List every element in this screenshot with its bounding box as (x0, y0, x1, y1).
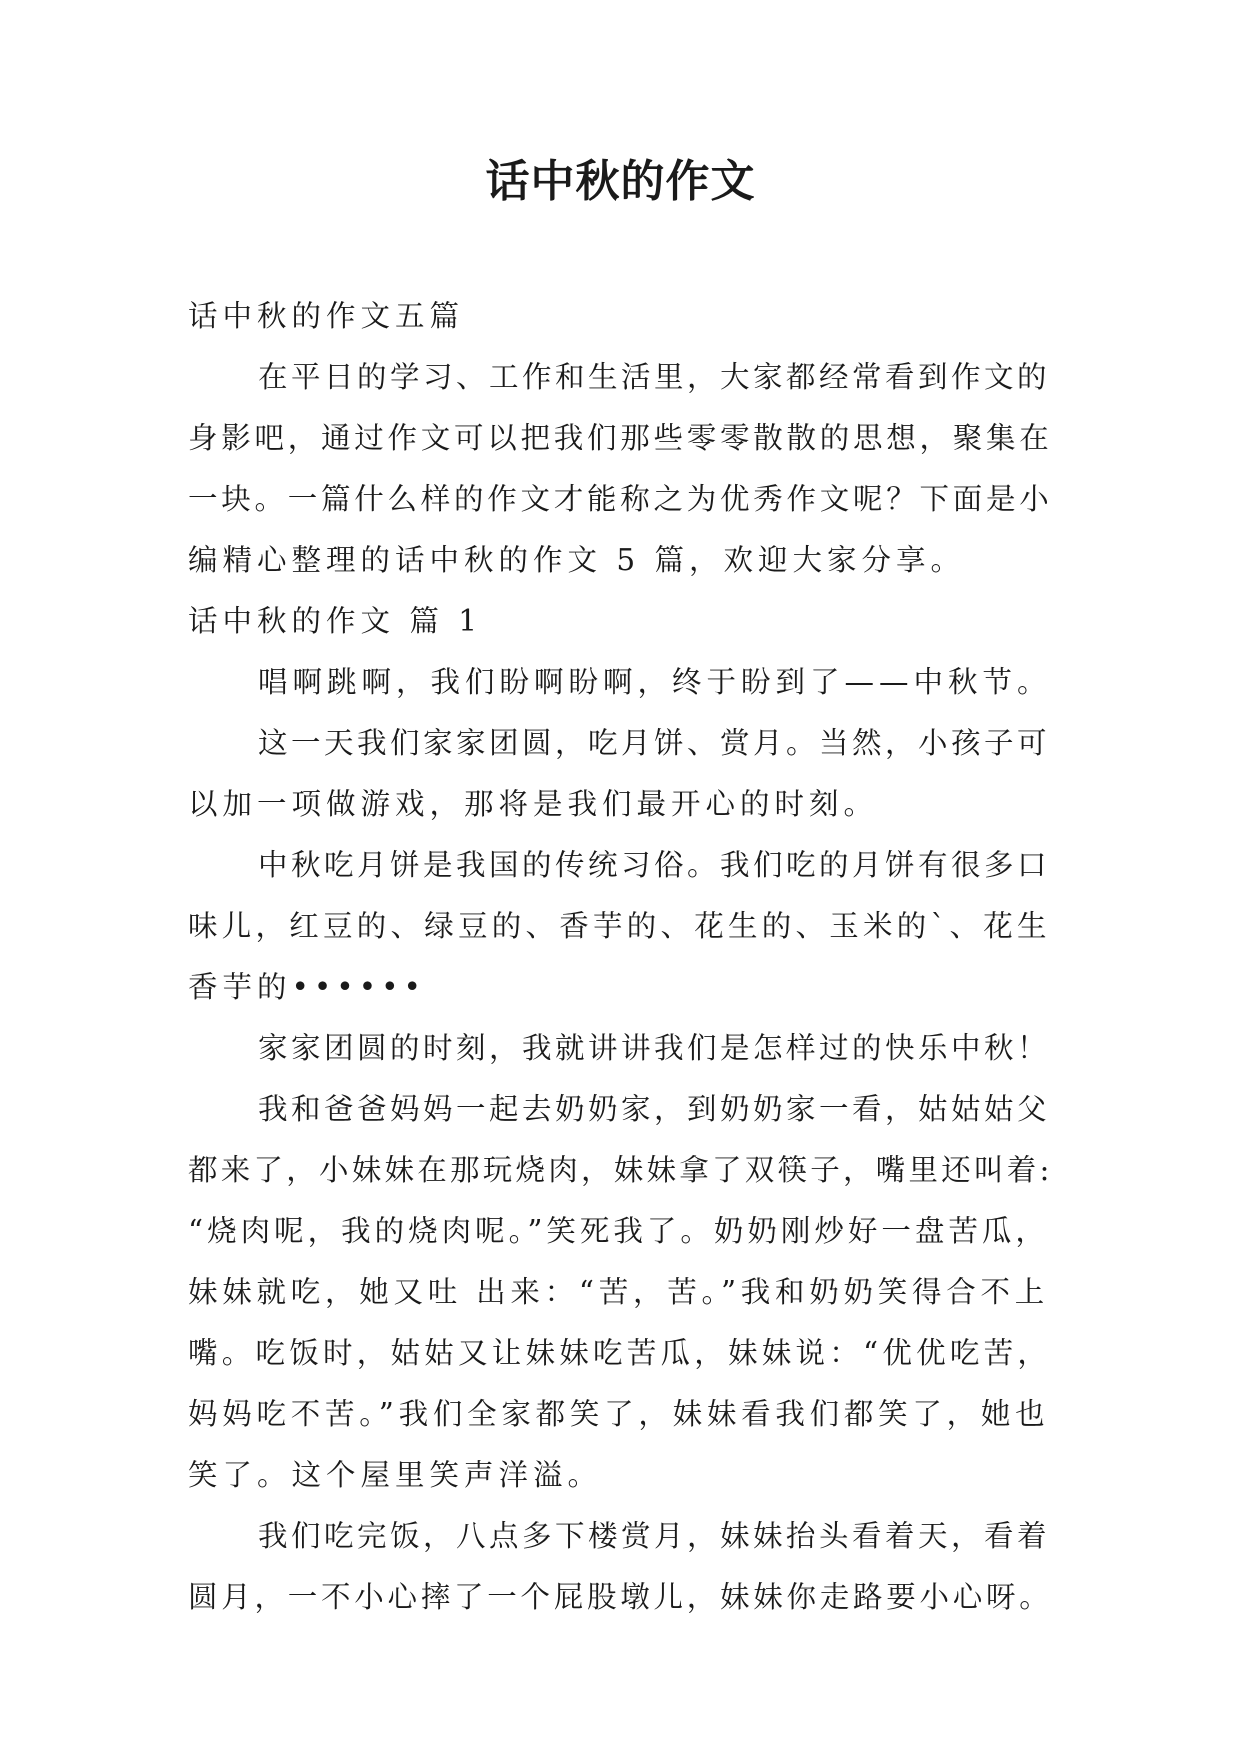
text-line: 香芋的•••••• (188, 970, 426, 1004)
text-line: 妹妹就吃，她又吐 出来：“苦，苦。”我和奶奶笑得合不上 (188, 1275, 1050, 1309)
text-line: 话中秋的作文 篇 1 (188, 604, 483, 638)
text-line: 身影吧，通过作文可以把我们那些零零散散的思想，聚集在 (188, 421, 1053, 455)
document-body (188, 286, 1054, 1628)
text-line: 我们吃完饭，八点多下楼赏月，妹妹抬头看着天，看着 (258, 1519, 1051, 1553)
text-line: 中秋吃月饼是我国的传统习俗。我们吃的月饼有很多口 (258, 848, 1051, 882)
document-title: 话中秋的作文 (485, 156, 756, 207)
text-line: 家家团圆的时刻，我就讲讲我们是怎样过的快乐中秋！ (258, 1031, 1051, 1065)
text-line: “烧肉呢，我的烧肉呢。”笑死我了。奶奶刚炒好一盘苦瓜， (188, 1214, 1049, 1248)
text-line: 笑了。这个屋里笑声洋溢。 (188, 1458, 603, 1492)
text-line: 这一天我们家家团圆，吃月饼、赏月。当然，小孩子可 (258, 726, 1051, 760)
text-line: 圆月，一不小心摔了一个屁股墩儿，妹妹你走路要小心呀。 (188, 1580, 1053, 1614)
text-line: 话中秋的作文五篇 (188, 299, 465, 333)
text-line: 以加一项做游戏，那将是我们最开心的时刻。 (188, 787, 879, 821)
text-line: 味儿，红豆的、绿豆的、香芋的、花生的、玉米的`、花生 (188, 909, 1051, 943)
text-line: 一块。一篇什么样的作文才能称之为优秀作文呢？下面是小 (188, 482, 1053, 516)
text-line: 编精心整理的话中秋的作文 5 篇，欢迎大家分享。 (188, 543, 966, 577)
text-line: 妈妈吃不苦。”我们全家都笑了，妹妹看我们都笑了，她也 (188, 1397, 1050, 1431)
text-line: 都来了，小妹妹在那玩烧肉，妹妹拿了双筷子，嘴里还叫着: (188, 1153, 1053, 1187)
text-line: 在平日的学习、工作和生活里，大家都经常看到作文的 (258, 360, 1051, 394)
text-line: 嘴。吃饭时，姑姑又让妹妹吃苦瓜，妹妹说：“优优吃苦， (188, 1336, 1052, 1370)
text-line: 唱啊跳啊，我们盼啊盼啊，终于盼到了——中秋节。 (258, 665, 1052, 699)
text-line: 我和爸爸妈妈一起去奶奶家，到奶奶家一看，姑姑姑父 (258, 1092, 1051, 1126)
